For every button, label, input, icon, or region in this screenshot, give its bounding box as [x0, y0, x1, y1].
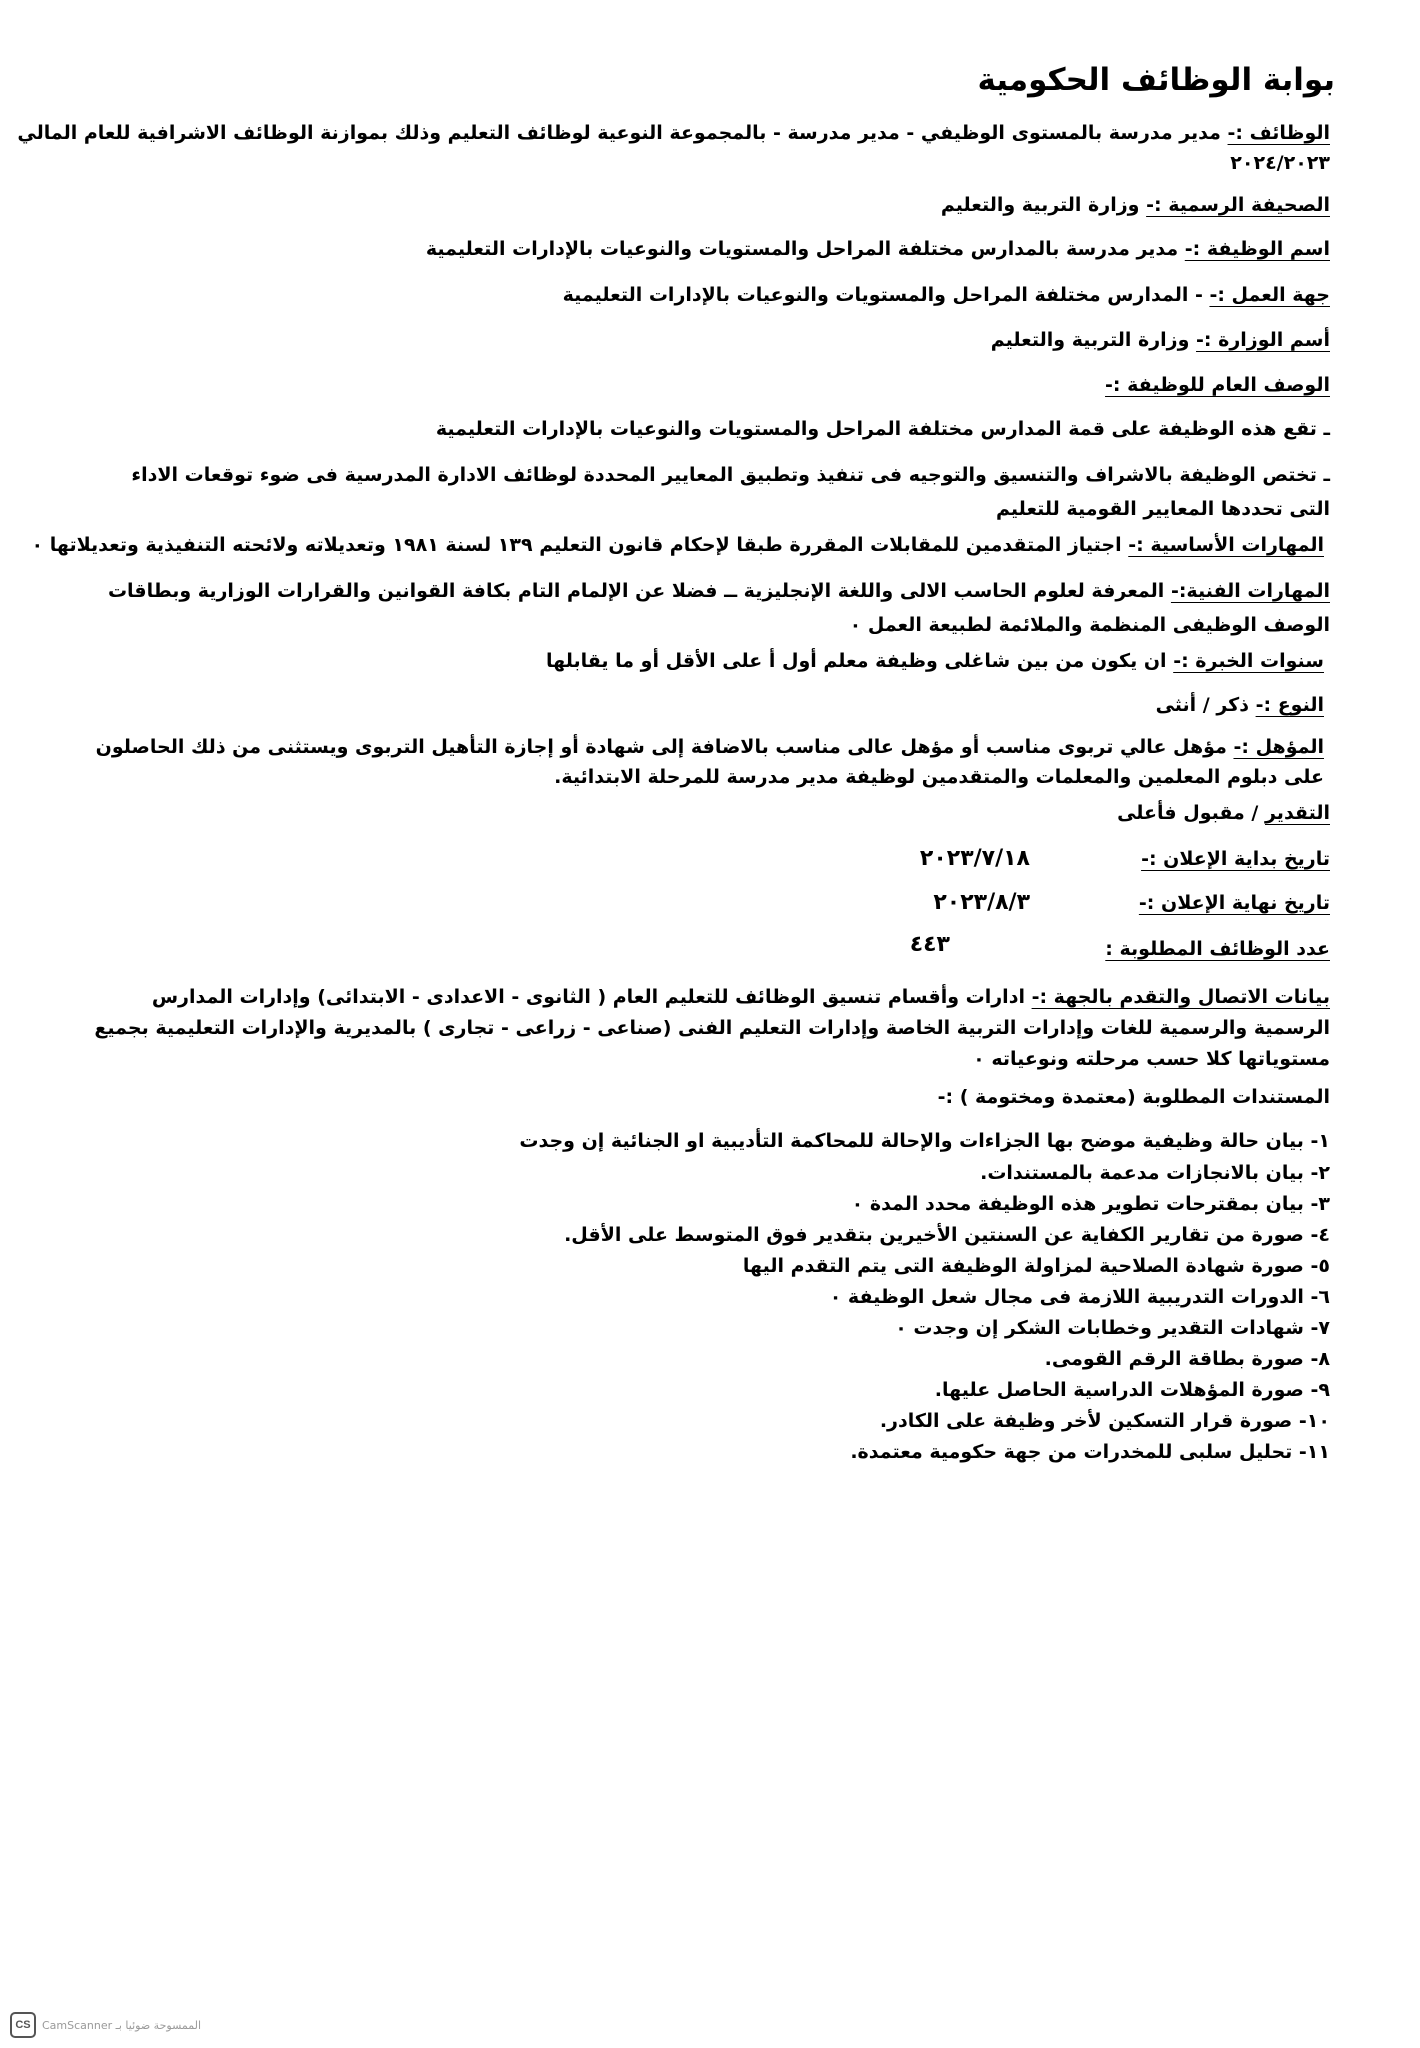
document-item: ٣- بيان بمقترحات تطوير هذه الوظيفة محدد المدة ٠ [851, 1193, 1330, 1215]
workplace-line [563, 278, 1330, 312]
workplace-value: - المدارس مختلفة المراحل والمستويات والنوعيات بالإدارات التعليمية [562, 284, 1210, 306]
jobs-year: ٢٠٢٤/٢٠٢٣ [1230, 152, 1330, 174]
jobs-label: الوظائف :- [1227, 122, 1330, 144]
page-title: بوابة الوظائف الحكومية [977, 62, 1335, 98]
job-name-label: اسم الوظيفة :- [1184, 238, 1330, 260]
general-description-heading: الوصف العام للوظيفة :- [1105, 374, 1330, 396]
vacancies-value: ٤٤٣ [909, 932, 950, 957]
grade-label: التقدير [1264, 802, 1330, 824]
camscanner-logo-icon: CS [10, 2012, 36, 2038]
document-item: ٤- صورة من تقارير الكفاية عن السنتين الأخيرين بتقدير فوق المتوسط على الأقل. [564, 1224, 1330, 1246]
scanner-watermark: الممسوحة ضوئيا بـ CamScanner [42, 2018, 202, 2032]
basic-skills-value: اجتياز المتقدمين للمقابلات المقررة طبقا لإحكام قانون التعليم ١٣٩ لسنة ١٩٨١ وتعديلاته ولائحته التنفيذية وتعديلاتها ٠ [31, 534, 1129, 556]
qualification-label: المؤهل :- [1233, 736, 1324, 758]
grade-line [1117, 796, 1330, 830]
jobs-line [17, 116, 1330, 150]
ministry-label: أسم الوزارة :- [1196, 329, 1330, 351]
gender-value: ذكر / أنثى [1155, 694, 1256, 716]
gender-line [1156, 688, 1324, 722]
document-item: ٨- صورة بطاقة الرقم القومى. [1044, 1348, 1330, 1370]
technical-skills-line [90, 574, 1330, 642]
end-date-label: تاريخ نهاية الإعلان :- [1138, 892, 1330, 914]
document-item: ١- بيان حالة وظيفية موضح بها الجزاءات والإحالة للمحاكمة التأديبية او الجنائية إن وجدت [519, 1130, 1330, 1152]
document-item: ١٠- صورة قرار التسكين لأخر وظيفة على الكادر. [879, 1410, 1330, 1432]
basic-skills-line [32, 528, 1324, 562]
technical-skills-value: المعرفة لعلوم الحاسب الالى واللغة الإنجليزية ــ فضلا عن الإلمام التام بكافة القوانين والقرارات الوزارية وبطاقات الوصف الوظيفى المنظمة والملائمة لطبيعة العمل ٠ [107, 580, 1330, 636]
workplace-label: جهة العمل :- [1209, 284, 1330, 306]
document-item: ٧- شهادات التقدير وخطابات الشكر إن وجدت ٠ [895, 1317, 1330, 1339]
document-item: ٩- صورة المؤهلات الدراسية الحاصل عليها. [934, 1379, 1330, 1401]
technical-skills-label: المهارات الفنية:- [1170, 580, 1330, 602]
general-description-item-1: ـ تقع هذه الوظيفة على قمة المدارس مختلفة المراحل والمستويات والنوعيات بالإدارات التعليمية [435, 418, 1330, 440]
basic-skills-label: المهارات الأساسية :- [1128, 534, 1324, 556]
grade-value: / مقبول فأعلى [1117, 802, 1265, 824]
scanner-footer [10, 2010, 201, 2040]
document-item: ٥- صورة شهادة الصلاحية لمزاولة الوظيفة التى يتم التقدم اليها [742, 1255, 1330, 1277]
documents-heading: المستندات المطلوبة (معتمدة ومختومة ) :- [937, 1086, 1330, 1108]
ministry-line [991, 323, 1330, 357]
start-date-label: تاريخ بداية الإعلان :- [1141, 848, 1330, 870]
vacancies-label: عدد الوظائف المطلوبة : [1105, 938, 1330, 960]
document-item: ١١- تحليل سلبى للمخدرات من جهة حكومية معتمدة. [850, 1441, 1330, 1463]
experience-label: سنوات الخبرة :- [1173, 650, 1324, 672]
contact-line [90, 982, 1330, 1075]
newspaper-value: وزارة التربية والتعليم [940, 194, 1147, 216]
experience-value: ان يكون من بين شاغلى وظيفة معلم أول أ على الأقل أو ما يقابلها [546, 650, 1174, 672]
end-date-value: ٢٠٢٣/٨/٣ [933, 890, 1030, 915]
qualification-line [94, 732, 1324, 792]
newspaper-line [941, 188, 1330, 222]
job-name-line [426, 232, 1330, 266]
experience-line [546, 644, 1324, 678]
general-description-item-2: ـ تختص الوظيفة بالاشراف والتنسيق والتوجيه فى تنفيذ وتطبيق المعايير المحددة لوظائف الادارة المدرسية فى ضوء توقعات الاداء التى تحددها المعايير القومية للتعليم [131, 464, 1330, 520]
document-item: ٦- الدورات التدريبية اللازمة فى مجال شعل الوظيفة ٠ [829, 1286, 1330, 1308]
contact-label: بيانات الاتصال والتقدم بالجهة :- [1031, 986, 1330, 1008]
contact-value: ادارات وأقسام تنسيق الوظائف للتعليم العام ( الثانوى - الاعدادى - الابتدائى) وإدارات المدارس الرسمية والرسمية للغات وإدارات التربية الخاصة وإدارات التعليم الفنى (صناعى - زراعى - تجارى ) بالمديرية والإدارات التعليمية بجميع مستوياتها كلا حسب مرحلته ونوعياته ٠ [94, 986, 1330, 1070]
qualification-value: مؤهل عالي تربوى مناسب أو مؤهل عالى مناسب بالاضافة إلى شهادة أو إجازة التأهيل التربوى ويستثنى من ذلك الحاصلون على دبلوم المعلمين والمعلمات والمتقدمين لوظيفة مدير مدرسة للمرحلة الابتدائية. [95, 736, 1324, 788]
ministry-value: وزارة التربية والتعليم [990, 329, 1197, 351]
jobs-text: مدير مدرسة بالمستوى الوظيفي - مدير مدرسة - بالمجموعة النوعية لوظائف التعليم وذلك بموازنة الوظائف الاشرافية للعام المالي [17, 122, 1228, 144]
start-date-value: ٢٠٢٣/٧/١٨ [919, 846, 1030, 871]
newspaper-label: الصحيفة الرسمية :- [1146, 194, 1330, 216]
document-item: ٢- بيان بالانجازات مدعمة بالمستندات. [980, 1162, 1330, 1184]
gender-label: النوع :- [1255, 694, 1324, 716]
job-name-value: مدير مدرسة بالمدارس مختلفة المراحل والمستويات والنوعيات بالإدارات التعليمية [425, 238, 1185, 260]
